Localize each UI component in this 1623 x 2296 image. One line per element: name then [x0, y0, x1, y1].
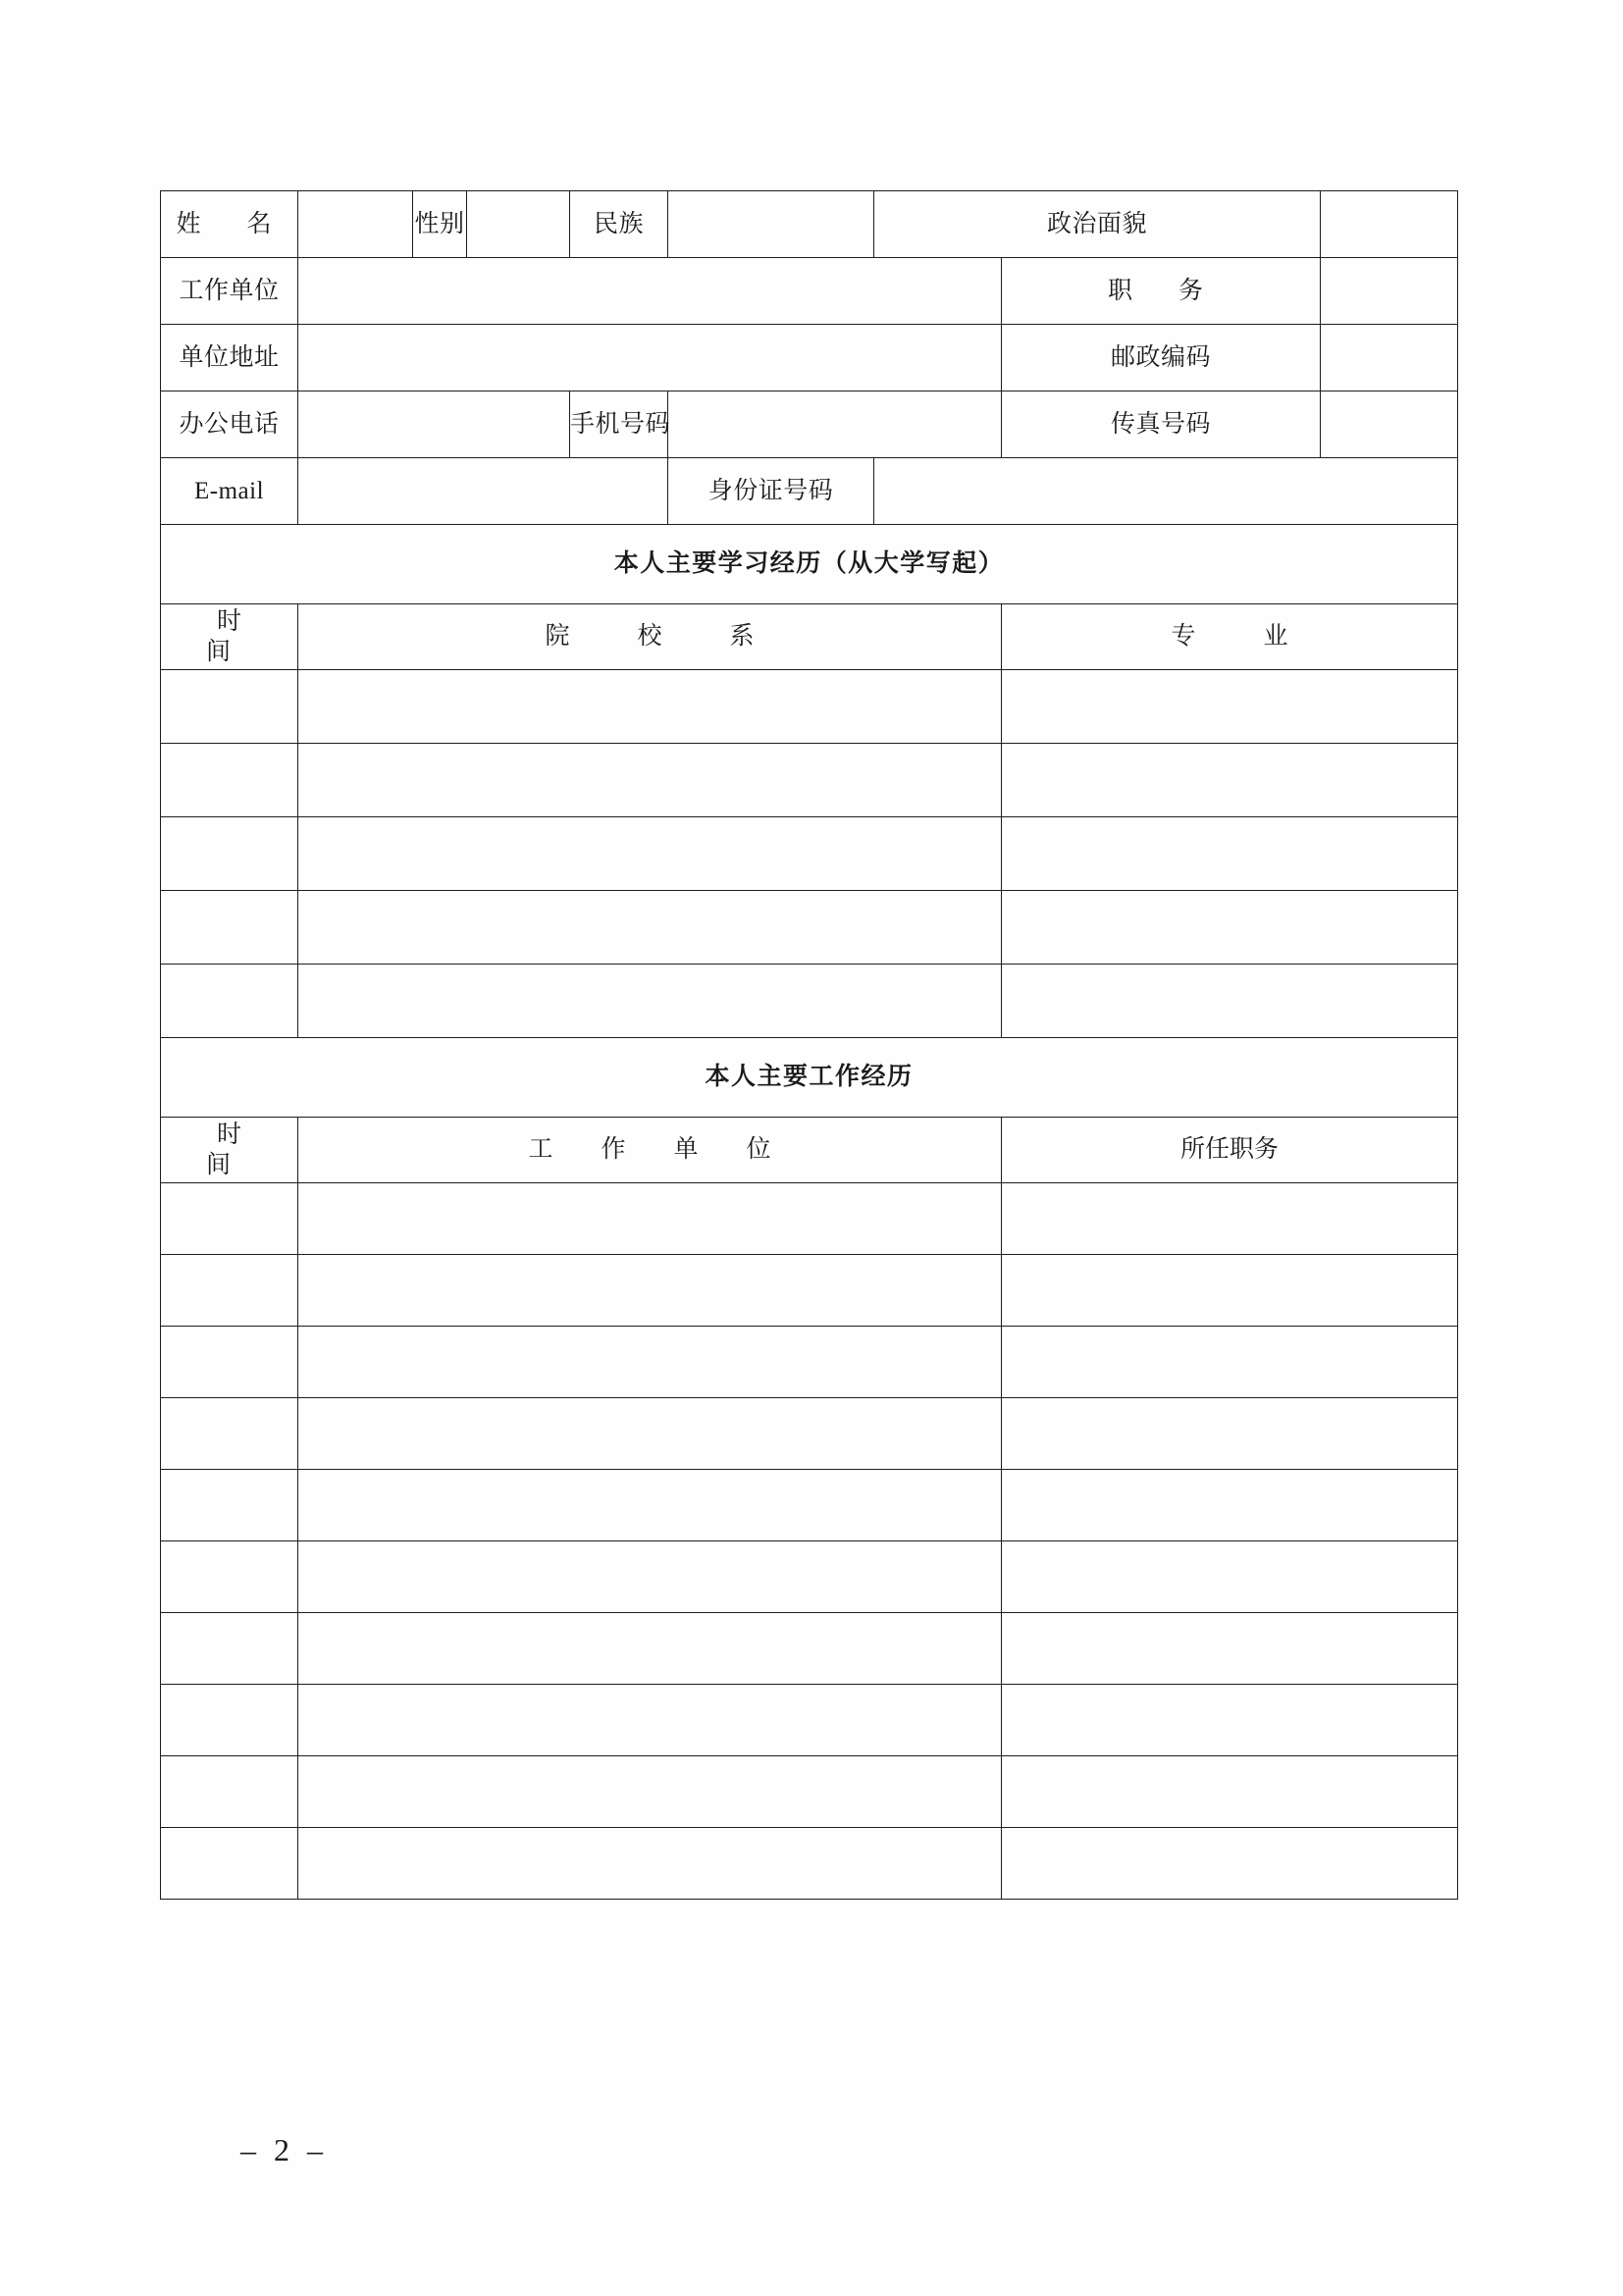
work-cell-unit[interactable]	[298, 1255, 1002, 1327]
work-cell-position[interactable]	[1002, 1613, 1458, 1685]
work-cell-unit[interactable]	[298, 1613, 1002, 1685]
fax-value[interactable]	[1321, 391, 1458, 458]
work-cell-time[interactable]	[161, 1470, 298, 1541]
name-value[interactable]	[298, 191, 413, 258]
work-cell-time[interactable]	[161, 1541, 298, 1613]
work-row	[161, 1398, 1458, 1470]
work-cell-time[interactable]	[161, 1398, 298, 1470]
education-row	[161, 817, 1458, 891]
work-cell-unit[interactable]	[298, 1398, 1002, 1470]
education-cell-school[interactable]	[298, 891, 1002, 965]
education-cell-major[interactable]	[1002, 891, 1458, 965]
office-phone-value[interactable]	[298, 391, 570, 458]
info-row-email	[161, 458, 1458, 525]
work-cell-unit[interactable]	[298, 1470, 1002, 1541]
work-cell-unit[interactable]	[298, 1685, 1002, 1756]
mobile-label: 手机号码	[570, 391, 668, 458]
work-row	[161, 1685, 1458, 1756]
education-cell-time[interactable]	[161, 670, 298, 744]
work-cell-unit[interactable]	[298, 1541, 1002, 1613]
work-row	[161, 1183, 1458, 1255]
gender-label: 性别	[413, 191, 467, 258]
postal-code-value[interactable]	[1321, 325, 1458, 391]
work-unit-label: 工作单位	[161, 258, 298, 325]
work-cell-time[interactable]	[161, 1685, 298, 1756]
education-section-title-row	[161, 525, 1458, 604]
work-header-time: 时 间	[161, 1118, 298, 1183]
info-row-work-unit	[161, 258, 1458, 325]
work-row	[161, 1470, 1458, 1541]
work-cell-position[interactable]	[1002, 1398, 1458, 1470]
fax-label: 传真号码	[1002, 391, 1321, 458]
work-cell-unit[interactable]	[298, 1828, 1002, 1900]
work-header-unit: 工 作 单 位	[298, 1118, 1002, 1183]
education-cell-major[interactable]	[1002, 817, 1458, 891]
education-header-major: 专 业	[1002, 604, 1458, 670]
applicant-form-table	[160, 190, 1458, 1900]
email-value[interactable]	[298, 458, 668, 525]
political-status-value[interactable]	[1321, 191, 1458, 258]
work-cell-position[interactable]	[1002, 1183, 1458, 1255]
education-cell-time[interactable]	[161, 965, 298, 1038]
education-header-time: 时 间	[161, 604, 298, 670]
work-section-title: 本人主要工作经历	[161, 1038, 1458, 1118]
position-value[interactable]	[1321, 258, 1458, 325]
education-cell-school[interactable]	[298, 744, 1002, 817]
work-cell-position[interactable]	[1002, 1255, 1458, 1327]
education-row	[161, 670, 1458, 744]
education-row	[161, 965, 1458, 1038]
work-cell-time[interactable]	[161, 1183, 298, 1255]
education-row	[161, 744, 1458, 817]
education-cell-major[interactable]	[1002, 670, 1458, 744]
work-cell-position[interactable]	[1002, 1541, 1458, 1613]
email-label: E-mail	[161, 458, 298, 525]
work-cell-time[interactable]	[161, 1828, 298, 1900]
work-cell-unit[interactable]	[298, 1327, 1002, 1398]
work-cell-time[interactable]	[161, 1255, 298, 1327]
education-cell-time[interactable]	[161, 817, 298, 891]
postal-code-label: 邮政编码	[1002, 325, 1321, 391]
work-header-row	[161, 1118, 1458, 1183]
work-row	[161, 1541, 1458, 1613]
work-cell-time[interactable]	[161, 1327, 298, 1398]
education-cell-school[interactable]	[298, 670, 1002, 744]
gender-value[interactable]	[467, 191, 570, 258]
education-cell-school[interactable]	[298, 817, 1002, 891]
info-row-address	[161, 325, 1458, 391]
unit-address-label: 单位地址	[161, 325, 298, 391]
education-row	[161, 891, 1458, 965]
id-number-label: 身份证号码	[668, 458, 874, 525]
unit-address-value[interactable]	[298, 325, 1002, 391]
work-row	[161, 1255, 1458, 1327]
work-row	[161, 1613, 1458, 1685]
name-label: 姓 名	[161, 191, 298, 258]
position-label: 职 务	[1002, 258, 1321, 325]
education-header-row	[161, 604, 1458, 670]
education-cell-school[interactable]	[298, 965, 1002, 1038]
education-header-school: 院 校 系	[298, 604, 1002, 670]
work-row	[161, 1327, 1458, 1398]
office-phone-label: 办公电话	[161, 391, 298, 458]
political-status-label: 政治面貌	[874, 191, 1321, 258]
work-cell-unit[interactable]	[298, 1756, 1002, 1828]
info-row-name	[161, 191, 1458, 258]
work-cell-position[interactable]	[1002, 1756, 1458, 1828]
work-row	[161, 1828, 1458, 1900]
id-number-value[interactable]	[874, 458, 1458, 525]
education-cell-time[interactable]	[161, 891, 298, 965]
work-cell-position[interactable]	[1002, 1828, 1458, 1900]
work-cell-position[interactable]	[1002, 1470, 1458, 1541]
ethnicity-value[interactable]	[668, 191, 874, 258]
work-cell-unit[interactable]	[298, 1183, 1002, 1255]
info-row-phone	[161, 391, 1458, 458]
work-header-position: 所任职务	[1002, 1118, 1458, 1183]
work-section-title-row	[161, 1038, 1458, 1118]
page-number: – 2 –	[240, 2132, 328, 2167]
work-row	[161, 1756, 1458, 1828]
work-cell-position[interactable]	[1002, 1327, 1458, 1398]
work-cell-time[interactable]	[161, 1756, 298, 1828]
education-cell-major[interactable]	[1002, 744, 1458, 817]
education-section-title: 本人主要学习经历（从大学写起）	[161, 525, 1458, 604]
education-cell-major[interactable]	[1002, 965, 1458, 1038]
work-cell-time[interactable]	[161, 1613, 298, 1685]
mobile-value[interactable]	[668, 391, 1002, 458]
work-unit-value[interactable]	[298, 258, 1002, 325]
education-cell-time[interactable]	[161, 744, 298, 817]
work-cell-position[interactable]	[1002, 1685, 1458, 1756]
ethnicity-label: 民族	[570, 191, 668, 258]
